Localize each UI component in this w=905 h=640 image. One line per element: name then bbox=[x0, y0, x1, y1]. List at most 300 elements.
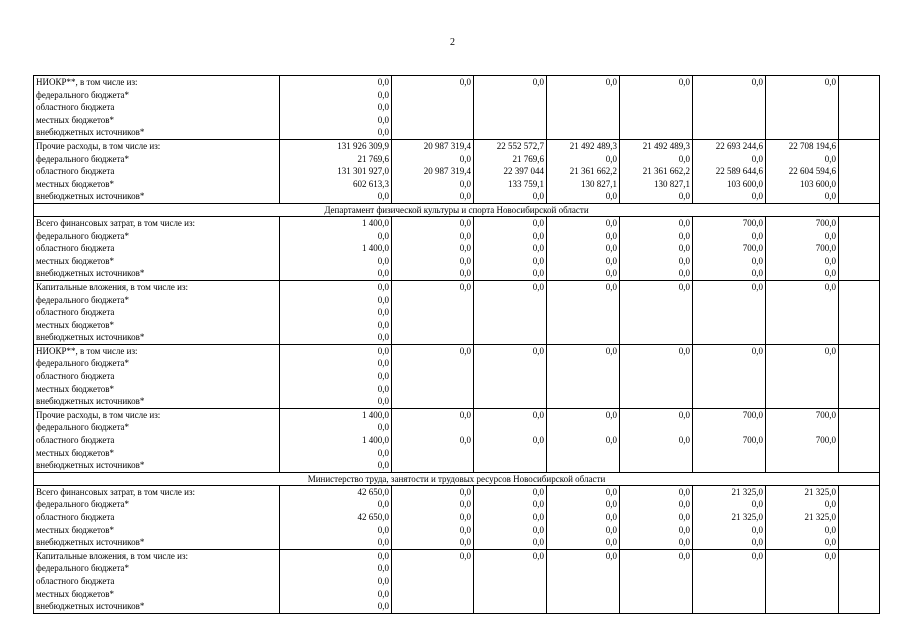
cell-value: 0,0 bbox=[824, 345, 836, 356]
value-cell bbox=[392, 408, 474, 472]
cell-value bbox=[841, 588, 877, 601]
cell-value bbox=[841, 230, 877, 243]
cell-value: 0,0 bbox=[377, 345, 389, 356]
cell-value bbox=[622, 357, 690, 370]
cell-value: 0,0 bbox=[532, 230, 544, 241]
cell-value bbox=[476, 383, 544, 396]
row-label: внебюджетных источников* bbox=[36, 537, 145, 548]
cell-value bbox=[622, 588, 690, 601]
cell-value bbox=[841, 562, 877, 575]
cell-value: 0,0 bbox=[377, 307, 389, 318]
row-label: Всего финансовых затрат, в том числе из: bbox=[36, 217, 196, 228]
cell-value bbox=[768, 370, 836, 383]
cell-value: 0,0 bbox=[605, 77, 617, 87]
value-cell bbox=[766, 408, 839, 472]
cell-value bbox=[695, 306, 763, 319]
cell-value: 0,0 bbox=[532, 512, 544, 522]
row-labels bbox=[34, 485, 280, 549]
cell-value: 0,0 bbox=[678, 550, 690, 561]
cell-value: 0,0 bbox=[459, 409, 471, 420]
section-title: Министерство труда, занятости и трудовых ресурсов Новосибирской области bbox=[34, 472, 880, 485]
table-row bbox=[34, 344, 880, 408]
cell-value bbox=[394, 459, 471, 472]
cell-value: 0,0 bbox=[751, 77, 763, 87]
cell-value: 21 769,6 bbox=[512, 153, 544, 164]
financing-table bbox=[33, 75, 880, 614]
cell-value bbox=[768, 395, 836, 408]
cell-value bbox=[476, 114, 544, 127]
cell-value bbox=[841, 357, 877, 370]
cell-value: 0,0 bbox=[678, 486, 690, 497]
cell-value: 0,0 bbox=[459, 191, 471, 202]
cell-value: 0,0 bbox=[605, 230, 617, 241]
cell-value: 0,0 bbox=[459, 153, 471, 164]
cell-value bbox=[841, 89, 877, 102]
cell-value bbox=[549, 395, 617, 408]
cell-value: 0,0 bbox=[377, 319, 389, 330]
section-header-row bbox=[34, 472, 880, 485]
cell-value: 0,0 bbox=[605, 524, 617, 535]
row-label: областного бюджета bbox=[36, 243, 115, 254]
row-label: федерального бюджета* bbox=[36, 294, 130, 305]
cell-value bbox=[394, 357, 471, 370]
cell-value bbox=[841, 153, 877, 166]
cell-value bbox=[394, 101, 471, 114]
cell-value bbox=[549, 421, 617, 434]
cell-value: 0,0 bbox=[532, 243, 544, 254]
row-label: федерального бюджета* bbox=[36, 230, 130, 241]
cell-value bbox=[768, 383, 836, 396]
value-cell bbox=[474, 76, 547, 140]
cell-value: 0,0 bbox=[605, 486, 617, 497]
row-label: федерального бюджета* bbox=[36, 422, 130, 433]
value-cell bbox=[474, 139, 547, 203]
cell-value bbox=[622, 421, 690, 434]
cell-value bbox=[394, 562, 471, 575]
cell-value bbox=[622, 600, 690, 613]
cell-value: 103 600,0 bbox=[800, 178, 836, 189]
cell-value bbox=[549, 319, 617, 332]
cell-value bbox=[768, 126, 836, 139]
cell-value bbox=[841, 447, 877, 460]
cell-value: 0,0 bbox=[678, 243, 690, 254]
cell-value: 0,0 bbox=[605, 537, 617, 548]
cell-value: 0,0 bbox=[377, 383, 389, 394]
cell-value bbox=[768, 600, 836, 613]
cell-value bbox=[695, 459, 763, 472]
cell-value bbox=[549, 294, 617, 307]
cell-value bbox=[394, 447, 471, 460]
cell-value: 20 987 319,4 bbox=[423, 140, 471, 151]
row-label: местных бюджетов* bbox=[36, 447, 115, 458]
cell-value: 22 552 572,7 bbox=[496, 140, 544, 151]
cell-value: 0,0 bbox=[459, 255, 471, 266]
value-cell bbox=[839, 280, 880, 344]
cell-value: 0,0 bbox=[377, 447, 389, 458]
cell-value bbox=[622, 395, 690, 408]
cell-value: 0,0 bbox=[459, 524, 471, 535]
value-cell bbox=[547, 76, 620, 140]
cell-value: 21 325,0 bbox=[804, 486, 836, 497]
value-cell bbox=[839, 485, 880, 549]
cell-value bbox=[841, 600, 877, 613]
value-cell bbox=[280, 549, 392, 613]
cell-value bbox=[841, 536, 877, 549]
cell-value: 22 708 194,6 bbox=[788, 140, 836, 151]
cell-value: 20 987 319,4 bbox=[423, 166, 471, 177]
table-row bbox=[34, 76, 880, 140]
cell-value bbox=[768, 575, 836, 588]
cell-value bbox=[841, 486, 877, 499]
cell-value: 0,0 bbox=[751, 268, 763, 279]
cell-value: 0,0 bbox=[605, 512, 617, 522]
cell-value bbox=[476, 575, 544, 588]
cell-value: 0,0 bbox=[459, 512, 471, 522]
cell-value: 0,0 bbox=[824, 268, 836, 279]
cell-value: 0,0 bbox=[532, 435, 544, 446]
row-label: федерального бюджета* bbox=[36, 499, 130, 510]
cell-value: 700,0 bbox=[815, 409, 836, 420]
cell-value: 0,0 bbox=[532, 255, 544, 266]
value-cell bbox=[280, 344, 392, 408]
cell-value bbox=[768, 447, 836, 460]
page-number: 2 bbox=[450, 37, 455, 48]
cell-value: 0,0 bbox=[459, 499, 471, 510]
value-cell bbox=[620, 485, 693, 549]
cell-value: 1 400,0 bbox=[362, 243, 389, 254]
row-label: местных бюджетов* bbox=[36, 319, 115, 330]
cell-value bbox=[549, 357, 617, 370]
cell-value: 0,0 bbox=[377, 460, 389, 471]
cell-value bbox=[768, 562, 836, 575]
cell-value: 0,0 bbox=[532, 537, 544, 548]
value-cell bbox=[839, 139, 880, 203]
cell-value: 0,0 bbox=[751, 550, 763, 561]
cell-value bbox=[695, 357, 763, 370]
cell-value bbox=[622, 459, 690, 472]
cell-value bbox=[841, 165, 877, 178]
cell-value: 21 361 662,2 bbox=[642, 166, 690, 177]
cell-value bbox=[394, 331, 471, 344]
cell-value: 1 400,0 bbox=[362, 409, 389, 420]
value-cell bbox=[547, 280, 620, 344]
row-labels bbox=[34, 216, 280, 280]
cell-value bbox=[394, 370, 471, 383]
cell-value bbox=[549, 588, 617, 601]
cell-value bbox=[394, 588, 471, 601]
value-cell bbox=[474, 216, 547, 280]
cell-value bbox=[695, 383, 763, 396]
row-label: областного бюджета bbox=[36, 575, 115, 586]
value-cell bbox=[839, 549, 880, 613]
cell-value bbox=[841, 101, 877, 114]
value-cell bbox=[839, 408, 880, 472]
cell-value: 22 604 594,6 bbox=[788, 166, 836, 177]
cell-value bbox=[841, 421, 877, 434]
cell-value bbox=[768, 306, 836, 319]
cell-value: 0,0 bbox=[751, 153, 763, 164]
cell-value bbox=[841, 459, 877, 472]
cell-value: 22 397 044 bbox=[503, 166, 544, 177]
value-cell bbox=[693, 344, 766, 408]
cell-value: 21 361 662,2 bbox=[569, 166, 617, 177]
cell-value: 0,0 bbox=[605, 217, 617, 228]
value-cell bbox=[280, 216, 392, 280]
cell-value: 0,0 bbox=[605, 499, 617, 510]
row-label: федерального бюджета* bbox=[36, 563, 130, 574]
cell-value bbox=[841, 255, 877, 268]
cell-value: 0,0 bbox=[678, 268, 690, 279]
cell-value: 0,0 bbox=[824, 524, 836, 535]
value-cell bbox=[620, 76, 693, 140]
cell-value: 0,0 bbox=[377, 588, 389, 599]
value-cell bbox=[620, 408, 693, 472]
cell-value bbox=[841, 190, 877, 203]
cell-value: 0,0 bbox=[377, 396, 389, 407]
value-cell bbox=[766, 344, 839, 408]
cell-value: 131 926 309,9 bbox=[337, 140, 389, 151]
cell-value: 700,0 bbox=[742, 435, 763, 446]
cell-value bbox=[695, 89, 763, 102]
table-body bbox=[34, 76, 880, 614]
value-cell bbox=[620, 216, 693, 280]
cell-value bbox=[841, 281, 877, 294]
cell-value: 0,0 bbox=[678, 512, 690, 522]
value-cell bbox=[392, 139, 474, 203]
row-label: областного бюджета bbox=[36, 435, 115, 446]
cell-value: 0,0 bbox=[678, 499, 690, 510]
cell-value: 21 325,0 bbox=[804, 512, 836, 522]
cell-value bbox=[841, 370, 877, 383]
value-cell bbox=[547, 344, 620, 408]
cell-value: 0,0 bbox=[824, 77, 836, 87]
cell-value: 0,0 bbox=[824, 153, 836, 164]
cell-value bbox=[394, 89, 471, 102]
cell-value: 0,0 bbox=[605, 243, 617, 254]
cell-value bbox=[476, 331, 544, 344]
row-label: местных бюджетов* bbox=[36, 255, 115, 266]
cell-value bbox=[476, 357, 544, 370]
cell-value bbox=[622, 101, 690, 114]
cell-value: 0,0 bbox=[751, 537, 763, 548]
cell-value: 700,0 bbox=[815, 435, 836, 446]
cell-value: 0,0 bbox=[824, 191, 836, 202]
cell-value: 42 650,0 bbox=[357, 512, 389, 522]
row-label: Капитальные вложения, в том числе из: bbox=[36, 550, 189, 561]
table-row bbox=[34, 408, 880, 472]
value-cell bbox=[474, 344, 547, 408]
cell-value bbox=[695, 588, 763, 601]
cell-value bbox=[476, 89, 544, 102]
cell-value: 700,0 bbox=[815, 217, 836, 228]
cell-value: 0,0 bbox=[377, 89, 389, 100]
value-cell bbox=[392, 280, 474, 344]
cell-value bbox=[622, 370, 690, 383]
cell-value bbox=[695, 395, 763, 408]
cell-value bbox=[622, 89, 690, 102]
cell-value: 0,0 bbox=[678, 191, 690, 202]
cell-value bbox=[476, 319, 544, 332]
value-cell bbox=[693, 280, 766, 344]
cell-value: 0,0 bbox=[377, 294, 389, 305]
cell-value bbox=[476, 126, 544, 139]
cell-value: 0,0 bbox=[532, 345, 544, 356]
cell-value: 0,0 bbox=[678, 524, 690, 535]
cell-value bbox=[695, 126, 763, 139]
cell-value: 0,0 bbox=[751, 499, 763, 510]
cell-value bbox=[841, 575, 877, 588]
cell-value: 0,0 bbox=[459, 281, 471, 292]
cell-value: 0,0 bbox=[377, 281, 389, 292]
cell-value bbox=[841, 76, 877, 89]
cell-value bbox=[841, 550, 877, 563]
cell-value: 0,0 bbox=[377, 422, 389, 433]
cell-value bbox=[549, 114, 617, 127]
cell-value bbox=[549, 575, 617, 588]
cell-value: 131 301 927,0 bbox=[337, 166, 389, 177]
cell-value: 0,0 bbox=[824, 281, 836, 292]
cell-value bbox=[768, 331, 836, 344]
value-cell bbox=[693, 485, 766, 549]
cell-value bbox=[695, 370, 763, 383]
cell-value bbox=[394, 395, 471, 408]
value-cell bbox=[766, 280, 839, 344]
row-labels bbox=[34, 76, 280, 140]
cell-value: 0,0 bbox=[824, 499, 836, 510]
cell-value: 0,0 bbox=[459, 217, 471, 228]
cell-value: 700,0 bbox=[815, 243, 836, 254]
cell-value: 0,0 bbox=[459, 243, 471, 254]
row-label: Прочие расходы, в том числе из: bbox=[36, 140, 161, 151]
value-cell bbox=[766, 549, 839, 613]
cell-value bbox=[394, 600, 471, 613]
value-cell bbox=[693, 408, 766, 472]
value-cell bbox=[392, 485, 474, 549]
cell-value: 0,0 bbox=[751, 191, 763, 202]
cell-value bbox=[394, 319, 471, 332]
cell-value: 700,0 bbox=[742, 243, 763, 254]
cell-value bbox=[695, 421, 763, 434]
cell-value: 0,0 bbox=[459, 550, 471, 561]
cell-value: 0,0 bbox=[678, 281, 690, 292]
cell-value bbox=[622, 331, 690, 344]
cell-value: 0,0 bbox=[532, 217, 544, 228]
cell-value bbox=[695, 575, 763, 588]
value-cell bbox=[474, 408, 547, 472]
cell-value bbox=[841, 126, 877, 139]
cell-value: 0,0 bbox=[605, 550, 617, 561]
row-label: областного бюджета bbox=[36, 371, 115, 382]
cell-value bbox=[549, 126, 617, 139]
value-cell bbox=[839, 216, 880, 280]
cell-value: 0,0 bbox=[824, 537, 836, 548]
cell-value: 133 759,1 bbox=[508, 178, 544, 189]
cell-value: 22 693 244,6 bbox=[715, 140, 763, 151]
cell-value bbox=[394, 383, 471, 396]
cell-value: 0,0 bbox=[678, 217, 690, 228]
cell-value bbox=[695, 562, 763, 575]
cell-value: 0,0 bbox=[377, 127, 389, 138]
table-row bbox=[34, 280, 880, 344]
cell-value: 0,0 bbox=[377, 575, 389, 586]
cell-value: 0,0 bbox=[751, 281, 763, 292]
cell-value: 0,0 bbox=[459, 486, 471, 497]
cell-value: 0,0 bbox=[377, 230, 389, 241]
cell-value: 0,0 bbox=[751, 345, 763, 356]
cell-value: 0,0 bbox=[459, 268, 471, 279]
cell-value bbox=[841, 319, 877, 332]
value-cell bbox=[693, 76, 766, 140]
cell-value: 0,0 bbox=[678, 230, 690, 241]
cell-value bbox=[841, 409, 877, 422]
cell-value: 602 613,3 bbox=[353, 178, 389, 189]
cell-value bbox=[768, 89, 836, 102]
cell-value: 0,0 bbox=[824, 550, 836, 561]
cell-value bbox=[841, 331, 877, 344]
cell-value: 0,0 bbox=[377, 358, 389, 369]
cell-value: 0,0 bbox=[678, 345, 690, 356]
cell-value: 1 400,0 bbox=[362, 435, 389, 446]
table-row bbox=[34, 216, 880, 280]
row-labels bbox=[34, 139, 280, 203]
value-cell bbox=[547, 485, 620, 549]
cell-value: 0,0 bbox=[377, 77, 389, 87]
cell-value bbox=[695, 447, 763, 460]
cell-value: 0,0 bbox=[605, 191, 617, 202]
cell-value: 0,0 bbox=[751, 255, 763, 266]
cell-value bbox=[768, 294, 836, 307]
cell-value: 130 827,1 bbox=[654, 178, 690, 189]
cell-value bbox=[768, 588, 836, 601]
value-cell bbox=[280, 76, 392, 140]
row-labels bbox=[34, 549, 280, 613]
cell-value: 130 827,1 bbox=[581, 178, 617, 189]
cell-value: 103 600,0 bbox=[727, 178, 763, 189]
cell-value: 0,0 bbox=[459, 230, 471, 241]
cell-value bbox=[549, 383, 617, 396]
cell-value: 0,0 bbox=[605, 153, 617, 164]
cell-value: 1 400,0 bbox=[362, 217, 389, 228]
cell-value: 0,0 bbox=[532, 409, 544, 420]
cell-value: 0,0 bbox=[377, 255, 389, 266]
cell-value: 21 492 489,3 bbox=[642, 140, 690, 151]
cell-value bbox=[695, 600, 763, 613]
cell-value: 0,0 bbox=[532, 268, 544, 279]
value-cell bbox=[474, 485, 547, 549]
cell-value bbox=[841, 267, 877, 280]
cell-value: 0,0 bbox=[678, 409, 690, 420]
value-cell bbox=[839, 344, 880, 408]
cell-value: 0,0 bbox=[532, 524, 544, 535]
cell-value: 0,0 bbox=[605, 255, 617, 266]
cell-value bbox=[549, 89, 617, 102]
cell-value: 21 769,6 bbox=[357, 153, 389, 164]
cell-value bbox=[768, 459, 836, 472]
cell-value: 0,0 bbox=[751, 230, 763, 241]
value-cell bbox=[474, 280, 547, 344]
cell-value bbox=[622, 319, 690, 332]
value-cell bbox=[766, 485, 839, 549]
cell-value bbox=[841, 383, 877, 396]
cell-value bbox=[549, 370, 617, 383]
value-cell bbox=[280, 139, 392, 203]
cell-value bbox=[841, 178, 877, 191]
row-label: областного бюджета bbox=[36, 512, 115, 522]
row-label: Всего финансовых затрат, в том числе из: bbox=[36, 486, 196, 497]
cell-value: 42 650,0 bbox=[357, 486, 389, 497]
cell-value bbox=[476, 447, 544, 460]
value-cell bbox=[620, 280, 693, 344]
